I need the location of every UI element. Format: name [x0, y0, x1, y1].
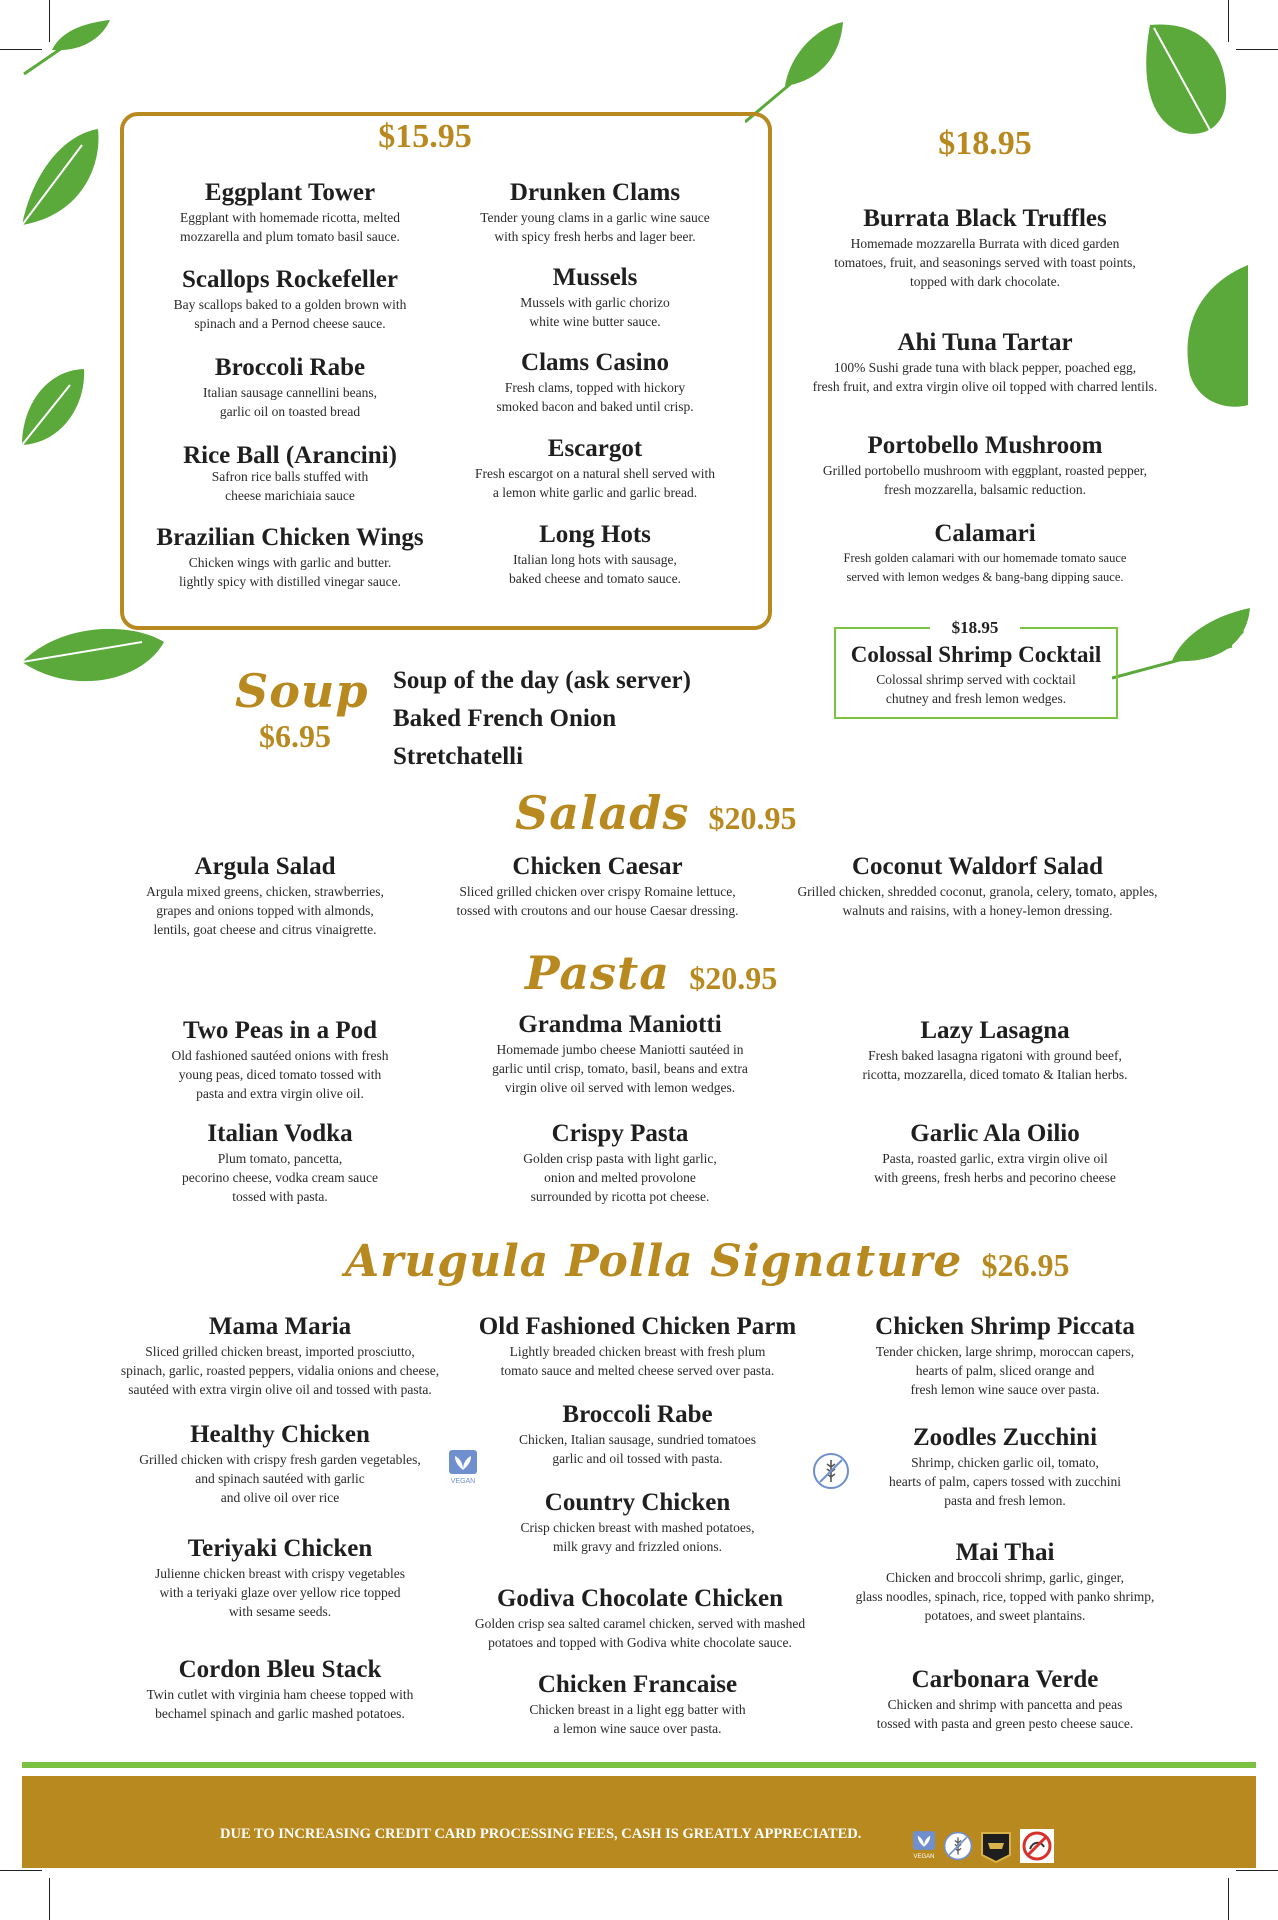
item-title: Godiva Chocolate Chicken — [496, 1585, 784, 1612]
item-desc: Grilled portobello mushroom with eggplant, roasted pepper, — [822, 463, 1148, 478]
menu-item — [460, 1010, 780, 1097]
leaf-icon — [22, 18, 112, 78]
item-title: Healthy Chicken — [190, 1421, 370, 1448]
item-title: Mama Maria — [208, 1313, 352, 1340]
menu-item — [430, 852, 765, 920]
item-desc: garlic and oil tossed with pasta. — [552, 1451, 723, 1466]
shrimp-cocktail-price: $18.95 — [930, 618, 1020, 638]
menu-item — [460, 1119, 780, 1206]
crop-mark — [1236, 49, 1278, 50]
menu-item — [130, 1016, 430, 1103]
certified-beef-icon — [980, 1829, 1012, 1863]
item-desc: young peas, diced tomato tossed with — [178, 1067, 382, 1082]
item-desc: virgin olive oil served with lemon wedges. — [504, 1080, 736, 1095]
item-desc: Chicken, Italian sausage, sundried tomatoes — [519, 1432, 756, 1447]
item-title: Mussels — [552, 264, 638, 291]
item-desc: fresh lemon wine sauce over pasta. — [910, 1382, 1100, 1397]
item-title: Clams Casino — [521, 349, 669, 376]
menu-item — [130, 1119, 430, 1206]
crop-mark — [49, 1878, 50, 1920]
item-title: Coconut Waldorf Salad — [852, 853, 1103, 880]
item-title: Old Fashioned Chicken Parm — [478, 1313, 797, 1340]
item-desc: tomatoes, fruit, and seasonings served with toast points, — [834, 255, 1136, 270]
item-title: Country Chicken — [544, 1489, 731, 1516]
item-desc: tomato sauce and melted cheese served over pasta. — [500, 1363, 775, 1378]
item-desc: walnuts and raisins, with a honey-lemon dressing. — [842, 903, 1113, 918]
item-desc: with sesame seeds. — [228, 1604, 332, 1619]
pasta-header — [525, 946, 777, 1000]
item-title: Cordon Bleu Stack — [178, 1656, 382, 1683]
item-desc: Fresh clams, topped with hickory — [504, 380, 686, 395]
menu-item — [840, 1665, 1170, 1733]
soup-heading: Soup — [235, 664, 369, 718]
item-title: Lazy Lasagna — [920, 1017, 1070, 1044]
item-desc: Crisp chicken breast with mashed potatoes, — [520, 1520, 755, 1535]
item-desc: surrounded by ricotta pot cheese. — [530, 1189, 710, 1204]
signature-price: $26.95 — [981, 1247, 1070, 1283]
item-title: Grandma Maniotti — [518, 1011, 722, 1038]
item-desc: pecorino cheese, vodka cream sauce — [181, 1170, 379, 1185]
item-desc: a lemon wine sauce over pasta. — [553, 1721, 722, 1736]
crop-mark — [0, 1870, 42, 1871]
footer-vegan-badge — [911, 1831, 937, 1861]
menu-item — [135, 265, 445, 333]
item-desc: a lemon white garlic and garlic bread. — [492, 485, 698, 500]
item-title: Mai Thai — [955, 1539, 1055, 1566]
menu-item — [835, 1119, 1155, 1187]
item-desc: Plum tomato, pancetta, — [217, 1151, 343, 1166]
menu-item — [785, 431, 1185, 499]
menu-item — [440, 178, 750, 246]
item-title: Chicken Francaise — [537, 1671, 738, 1698]
item-desc: Julienne chicken breast with crispy vegetables — [154, 1566, 406, 1581]
item-title: Scallops Rockefeller — [182, 266, 398, 293]
menu-item — [470, 1670, 805, 1738]
item-title: Broccoli Rabe — [562, 1401, 713, 1428]
item-desc: fresh mozzarella, balsamic reduction. — [883, 482, 1087, 497]
leaf-icon — [1180, 265, 1250, 410]
vegan-icon — [913, 1831, 935, 1850]
item-title: Brazilian Chicken Wings — [156, 524, 424, 551]
crop-mark — [1228, 1878, 1229, 1920]
menu-item — [110, 1655, 450, 1723]
soup-item: Baked French Onion — [393, 705, 617, 732]
item-desc: lightly spicy with distilled vinegar sauce. — [179, 574, 401, 589]
item-desc: grapes and onions topped with almonds, — [156, 903, 374, 918]
soup-list — [393, 662, 691, 776]
salads-price: $20.95 — [708, 800, 797, 836]
item-desc: Chicken and shrimp with pancetta and peas — [887, 1697, 1123, 1712]
menu-item — [135, 178, 445, 246]
signature-heading: Arugula Polla Signature — [345, 1236, 963, 1287]
menu-item — [110, 1534, 450, 1621]
item-title: Two Peas in a Pod — [183, 1017, 377, 1044]
item-desc: with spicy fresh herbs and lager beer. — [494, 229, 696, 244]
item-desc: Chicken wings with garlic and butter. — [188, 555, 392, 570]
menu-item — [835, 1016, 1155, 1084]
item-desc: Sliced grilled chicken breast, imported prosciutto, — [145, 1344, 415, 1359]
menu-item — [770, 852, 1185, 920]
leaf-icon — [1140, 20, 1230, 140]
menu-item — [450, 1584, 830, 1652]
vegan-icon — [449, 1450, 477, 1474]
menu-item — [785, 204, 1185, 291]
item-desc: white wine butter sauce. — [529, 314, 661, 329]
gluten-free-icon — [812, 1452, 850, 1490]
item-desc: Pasta, roasted garlic, extra virgin olive oil — [882, 1151, 1108, 1166]
item-desc: Lightly breaded chicken breast with fresh plum — [509, 1344, 766, 1359]
item-title: Calamari — [934, 520, 1036, 547]
item-desc: 100% Sushi grade tuna with black pepper, poached egg, — [833, 360, 1137, 375]
item-title: Rice Ball (Arancini) — [183, 442, 397, 469]
item-desc: pasta and fresh lemon. — [944, 1493, 1066, 1508]
item-desc: Colossal shrimp served with cocktail — [876, 672, 1076, 687]
item-desc: Italian long hots with sausage, — [513, 552, 677, 567]
item-title: Ahi Tuna Tartar — [897, 329, 1073, 356]
menu-item — [834, 640, 1118, 708]
menu-item — [440, 263, 750, 331]
item-desc: Eggplant with homemade ricotta, melted — [179, 210, 401, 225]
item-desc: Safron rice balls stuffed with — [211, 469, 369, 484]
item-desc: Grilled chicken with crispy fresh garden vegetables, — [139, 1452, 421, 1467]
item-desc: ricotta, mozzarella, diced tomato & Italian herbs. — [862, 1067, 1128, 1082]
item-title: Chicken Caesar — [512, 853, 683, 880]
item-desc: Old fashioned sautéed onions with fresh — [171, 1048, 389, 1063]
soup-price: $6.95 — [259, 718, 331, 754]
item-title: Teriyaki Chicken — [187, 1535, 373, 1562]
pasta-price: $20.95 — [689, 960, 778, 996]
item-title: Colossal Shrimp Cocktail — [850, 642, 1102, 667]
menu-item — [135, 523, 445, 591]
item-desc: Homemade mozzarella Burrata with diced garden — [850, 236, 1120, 251]
item-title: Drunken Clams — [509, 179, 681, 206]
item-desc: baked cheese and tomato sauce. — [508, 571, 682, 586]
item-title: Garlic Ala Oilio — [910, 1120, 1080, 1147]
item-desc: onion and melted provolone — [544, 1170, 696, 1185]
menu-item — [470, 1488, 805, 1556]
item-title: Broccoli Rabe — [214, 354, 366, 381]
menu-item — [135, 441, 445, 505]
item-desc: smoked bacon and baked until crisp. — [496, 399, 694, 414]
item-desc: Fresh escargot on a natural shell served with — [474, 466, 716, 481]
item-desc: Twin cutlet with virginia ham cheese topped with — [146, 1687, 414, 1702]
item-desc: Fresh golden calamari with our homemade tomato sauce — [843, 551, 1127, 565]
menu-item — [440, 520, 750, 588]
menu-item — [440, 348, 750, 416]
signature-header — [345, 1236, 1069, 1287]
menu-item — [470, 1400, 805, 1468]
item-title: Burrata Black Truffles — [863, 205, 1107, 232]
item-desc: bechamel spinach and garlic mashed potatoes. — [155, 1706, 405, 1721]
leaf-icon — [1112, 606, 1252, 684]
menu-item — [825, 1538, 1185, 1625]
item-desc: garlic oil on toasted bread — [219, 404, 361, 419]
crop-mark — [1236, 1870, 1278, 1871]
item-desc: and olive oil over rice — [220, 1490, 340, 1505]
salads-header — [515, 786, 796, 840]
pasta-heading: Pasta — [525, 946, 671, 1000]
menu-item — [110, 1420, 450, 1507]
soup-item: Stretchatelli — [393, 743, 524, 770]
menu-item — [135, 353, 445, 421]
item-desc: tossed with pasta. — [232, 1189, 328, 1204]
item-desc: milk gravy and frizzled onions. — [552, 1539, 723, 1554]
item-desc: and spinach sautéed with garlic — [195, 1471, 365, 1486]
item-desc: mozzarella and plum tomato basil sauce. — [180, 229, 400, 244]
menu-item — [840, 1312, 1170, 1399]
item-desc: pasta and extra virgin olive oil. — [196, 1086, 364, 1101]
item-title: Portobello Mushroom — [867, 432, 1103, 459]
item-desc: served with lemon wedges & bang-bang dipping sauce. — [846, 570, 1124, 584]
item-title: Chicken Shrimp Piccata — [875, 1313, 1135, 1340]
item-desc: spinach and a Pernod cheese sauce. — [194, 316, 386, 331]
item-desc: sautéed with extra virgin olive oil and tossed with pasta. — [128, 1382, 432, 1397]
item-title: Argula Salad — [194, 853, 336, 880]
leaf-icon — [22, 622, 167, 697]
item-desc: tossed with pasta and green pesto cheese sauce. — [876, 1716, 1134, 1731]
item-desc: cheese marichiaia sauce — [225, 488, 355, 503]
footer-divider — [22, 1762, 1256, 1768]
menu-item — [460, 1312, 815, 1380]
item-desc: lentils, goat cheese and citrus vinaigrette. — [153, 922, 377, 937]
item-desc: Grilled chicken, shredded coconut, granola, celery, tomato, apples, — [797, 884, 1158, 899]
salads-heading: Salads — [515, 786, 690, 840]
item-desc: Argula mixed greens, chicken, strawberries, — [146, 884, 384, 899]
item-desc: tossed with croutons and our house Caesar dressing. — [456, 903, 739, 918]
item-desc: Mussels with garlic chorizo — [520, 295, 670, 310]
item-desc: hearts of palm, sliced orange and — [915, 1363, 1095, 1378]
menu-item — [115, 852, 415, 939]
menu-item — [840, 1423, 1170, 1510]
item-desc: Chicken and broccoli shrimp, garlic, ginger, — [886, 1570, 1124, 1585]
vegan-badge — [447, 1450, 479, 1485]
gluten-free-icon — [943, 1831, 973, 1861]
item-desc: spinach, garlic, roasted peppers, vidalia onions and cheese, — [120, 1363, 440, 1378]
item-desc: Italian sausage cannellini beans, — [203, 385, 377, 400]
item-desc: chutney and fresh lemon wedges. — [885, 691, 1067, 706]
item-title: Carbonara Verde — [911, 1666, 1099, 1693]
item-desc: potatoes, and sweet plantains. — [924, 1608, 1086, 1623]
premium-price: $18.95 — [938, 125, 1032, 162]
item-desc: Chicken breast in a light egg batter with — [529, 1702, 746, 1717]
item-desc: Fresh baked lasagna rigatoni with ground beef, — [868, 1048, 1122, 1063]
item-desc: topped with dark chocolate. — [910, 274, 1060, 289]
menu-item — [785, 519, 1185, 587]
item-desc: Tender chicken, large shrimp, moroccan capers, — [875, 1344, 1135, 1359]
item-desc: Golden crisp pasta with light garlic, — [523, 1151, 717, 1166]
item-desc: glass noodles, spinach, rice, topped with panko shrimp, — [855, 1589, 1155, 1604]
footer-vegan-label: VEGAN — [913, 1854, 935, 1860]
item-title: Eggplant Tower — [204, 179, 376, 206]
vegan-badge-label: VEGAN — [450, 1478, 476, 1485]
item-title: Escargot — [547, 435, 643, 462]
appetizer-price: $15.95 — [378, 118, 472, 155]
leaf-icon — [22, 125, 102, 235]
item-desc: Golden crisp sea salted caramel chicken, served with mashed — [474, 1616, 806, 1631]
soup-item: Soup of the day (ask server) — [393, 667, 691, 694]
item-desc: Bay scallops baked to a golden brown with — [173, 297, 407, 312]
item-title: Long Hots — [539, 521, 651, 548]
item-title: Italian Vodka — [207, 1120, 353, 1147]
footer-notice: DUE TO INCREASING CREDIT CARD PROCESSING FEES, CASH IS GREATLY APPRECIATED. — [220, 1826, 862, 1842]
menu-item — [780, 328, 1190, 396]
item-desc: fresh fruit, and extra virgin olive oil topped with charred lentils. — [812, 379, 1158, 394]
item-desc: Homemade jumbo cheese Maniotti sautéed in — [496, 1042, 744, 1057]
item-desc: hearts of palm, capers tossed with zucchini — [888, 1474, 1122, 1489]
item-desc: Tender young clams in a garlic wine sauce — [480, 210, 710, 225]
item-desc: with greens, fresh herbs and pecorino cheese — [874, 1170, 1116, 1185]
leaf-icon — [22, 365, 87, 450]
item-desc: Sliced grilled chicken over crispy Romaine lettuce, — [459, 884, 736, 899]
item-title: Crispy Pasta — [551, 1120, 689, 1147]
footer-bar — [22, 1776, 1256, 1868]
item-desc: with a teriyaki glaze over yellow rice topped — [159, 1585, 401, 1600]
item-title: Zoodles Zucchini — [912, 1424, 1098, 1451]
item-desc: Shrimp, chicken garlic oil, tomato, — [911, 1455, 1099, 1470]
menu-item — [95, 1312, 465, 1399]
leaf-icon — [745, 20, 845, 125]
menu-item — [440, 434, 750, 502]
no-shellfish-icon — [1020, 1829, 1054, 1863]
item-desc: garlic until crisp, tomato, basil, beans and extra — [492, 1061, 748, 1076]
item-desc: potatoes and topped with Godiva white chocolate sauce. — [488, 1635, 792, 1650]
